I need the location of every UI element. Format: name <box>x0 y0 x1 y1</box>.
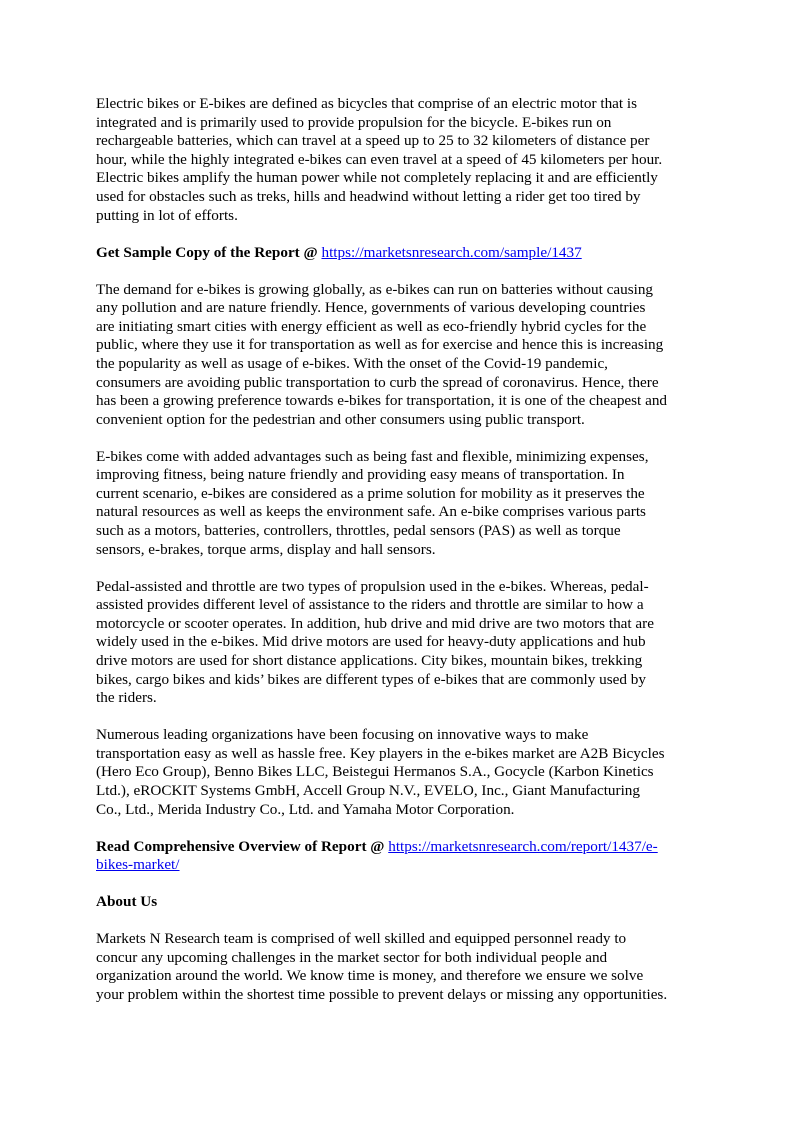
text-line: Ltd.), eROCKIT Systems GmbH, Accell Group N.V., EVELO, Inc., Giant Manufacturing <box>96 781 640 799</box>
text-line: the riders. <box>96 689 157 707</box>
text-line: motorcycle or scooter operates. In addition, hub drive and mid drive are two motors that are <box>96 614 654 632</box>
sample-copy-link[interactable]: https://marketsnresearch.com/sample/1437 <box>321 243 582 261</box>
about-us-heading: About Us <box>96 893 158 911</box>
text-line: Co., Ltd., Merida Industry Co., Ltd. and Yamaha Motor Corporation. <box>96 800 515 818</box>
overview-line <box>96 838 704 875</box>
text-line: transportation easy as well as hassle free. Key players in the e-bikes market are A2B Bicycles <box>96 744 665 762</box>
text-line: hour, while the highly integrated e-bikes can even travel at a speed of 45 kilometers per hour. <box>96 150 663 168</box>
text-line: convenient option for the pedestrian and other consumers using public transport. <box>96 410 585 428</box>
key-players-paragraph <box>96 726 704 819</box>
demand-paragraph <box>96 281 704 430</box>
text-line: concur any upcoming challenges in the market sector for both individual people and <box>96 948 608 966</box>
propulsion-paragraph <box>96 578 704 708</box>
text-line: public, where they use it for transportation as well as for exercise and hence this is increasing <box>96 336 664 354</box>
intro-paragraph <box>96 95 704 225</box>
about-us-paragraph <box>96 930 704 1004</box>
text-line: improving fitness, being nature friendly and providing easy means of transportation. In <box>96 466 625 484</box>
text-line: has been a growing preference towards e-bikes for transportation, it is one of the cheapest and <box>96 392 668 410</box>
text-line: natural resources as well as keeps the environment safe. An e-bike comprises various parts <box>96 503 646 521</box>
text-line: E-bikes come with added advantages such as being fast and flexible, minimizing expenses, <box>96 447 649 465</box>
sample-copy-label: Get Sample Copy of the Report @ <box>96 243 318 261</box>
text-line: putting in lot of efforts. <box>96 206 238 224</box>
text-line: consumers are avoiding public transportation to curb the spread of coronavirus. Hence, there <box>96 373 659 391</box>
overview-label: Read Comprehensive Overview of Report @ <box>96 837 385 855</box>
text-line: used for obstacles such as treks, hills and headwind without letting a rider get too tired by <box>96 187 641 205</box>
text-line: such as a motors, batteries, controllers, throttles, pedal sensors (PAS) as well as torque <box>96 522 621 540</box>
text-line: assisted provides different level of assistance to the riders and throttle are similar to how a <box>96 596 644 614</box>
text-line: rechargeable batteries, which can travel at a speed up to 25 to 32 kilometers of distance per <box>96 132 650 150</box>
advantages-paragraph <box>96 448 704 560</box>
text-line: are initiating smart cities with energy efficient as well as eco-friendly hybrid cycles for the <box>96 317 647 335</box>
text-line: integrated and is primarily used to provide propulsion for the bicycle. E-bikes run on <box>96 113 612 131</box>
overview-first-line <box>96 838 704 857</box>
overview-link[interactable]: https://marketsnresearch.com/report/1437/e- <box>388 837 658 855</box>
text-line: drive motors are used for short distance applications. City bikes, mountain bikes, trekking <box>96 652 643 669</box>
text-line: the popularity as well as usage of e-bikes. With the onset of the Covid-19 pandemic, <box>96 354 608 372</box>
document-page <box>96 95 704 1023</box>
text-line: sensors, e-brakes, torque arms, display and hall sensors. <box>96 540 436 558</box>
sample-copy-line <box>96 244 704 263</box>
text-line: any pollution and are nature friendly. Hence, governments of various developing countries <box>96 299 646 317</box>
text-line: your problem within the shortest time possible to prevent delays or missing any opportunities. <box>96 985 668 1003</box>
text-line: Numerous leading organizations have been focusing on innovative ways to make <box>96 726 589 744</box>
text-line: Pedal-assisted and throttle are two types of propulsion used in the e-bikes. Whereas, pedal- <box>96 577 649 595</box>
text-line: Electric bikes amplify the human power while not completely replacing it and are efficiently <box>96 169 658 187</box>
text-line: current scenario, e-bikes are considered as a prime solution for mobility as it preserves the <box>96 484 645 502</box>
overview-second-line <box>96 856 704 875</box>
text-line: bikes, cargo bikes and kids’ bikes are different types of e-bikes that are commonly used by <box>96 670 646 688</box>
text-line: widely used in the e-bikes. Mid drive motors are used for heavy-duty applications and hub <box>96 633 646 651</box>
text-line: Electric bikes or E-bikes are defined as bicycles that comprise of an electric motor that is <box>96 95 638 112</box>
text-line: The demand for e-bikes is growing globally, as e-bikes can run on batteries without causing <box>96 280 654 298</box>
text-line: Markets N Research team is comprised of well skilled and equipped personnel ready to <box>96 930 627 948</box>
overview-link-continued[interactable]: bikes-market/ <box>96 856 180 874</box>
text-line: organization around the world. We know time is money, and therefore we ensure we solve <box>96 967 644 985</box>
text-line: (Hero Eco Group), Benno Bikes LLC, Beistegui Hermanos S.A., Gocycle (Karbon Kinetics <box>96 763 654 781</box>
